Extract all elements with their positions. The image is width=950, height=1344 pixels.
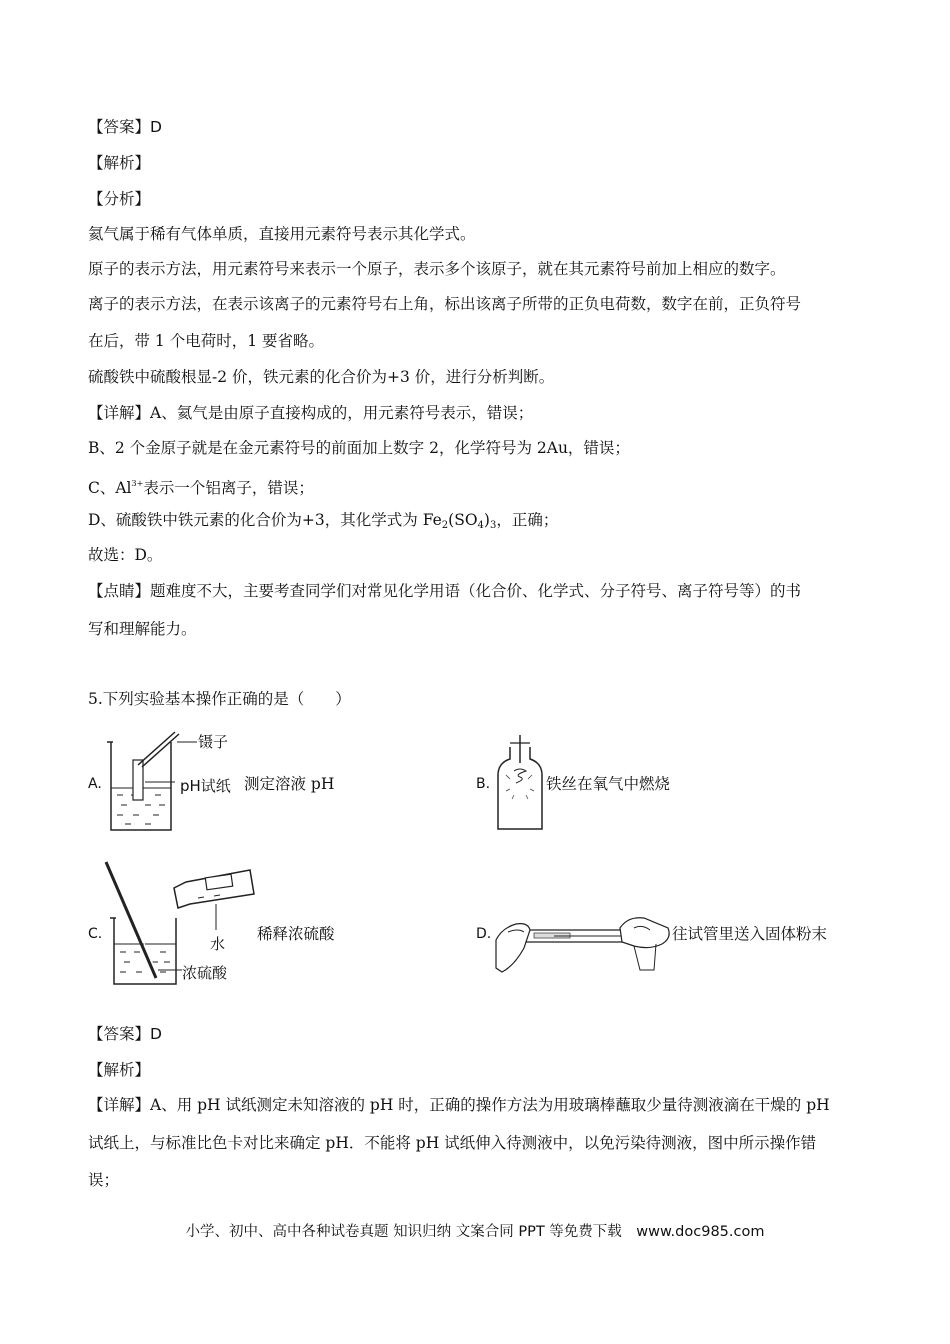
- question-5-stem: 5.下列实验基本操作正确的是（ ）: [88, 690, 351, 708]
- answer-2-value: D: [150, 1025, 162, 1043]
- fenxi-line-1: 氦气属于稀有气体单质，直接用元素符号表示其化学式。: [88, 225, 476, 243]
- option-c-label-acid: 浓硫酸: [182, 964, 228, 982]
- fenxi-line-3: 离子的表示方法，在表示该离子的元素符号右上角，标出该离子所带的正负电荷数，数字在前，正负符号: [88, 295, 802, 313]
- detail-c: C、$Al^{3+}$表示一个铝离子，错误；: [88, 479, 314, 497]
- option-a-caption: 测定溶液 pH: [244, 775, 335, 793]
- fenxi-line-4: 在后，带 1 个电荷时，1 要省略。: [88, 332, 325, 350]
- fenxi-line-5: 硫酸铁中硫酸根显-2 价，铁元素的化合价为+3 价，进行分析判断。: [88, 368, 555, 386]
- analysis-label: 【解析】: [88, 154, 151, 172]
- option-b-caption: 铁丝在氧气中燃烧: [546, 775, 671, 793]
- option-d-caption: 往试管里送入固体粉末: [672, 925, 828, 943]
- detail-2-line-2: 试纸上，与标准比色卡对比来确定 pH．不能将 pH 试纸伸入待测液中，以免污染待测液，图中所示操作错: [88, 1134, 817, 1152]
- answer-2-label: 【答案】: [88, 1025, 151, 1043]
- fenxi-line-2: 原子的表示方法，用元素符号来表示一个原子，表示多个该原子，就在其元素符号前加上相应的数字。: [88, 260, 786, 278]
- option-c-caption: 稀释浓硫酸: [257, 925, 335, 943]
- page-footer: 小学、初中、高中各种试卷真题 知识归纳 文案合同 PPT 等免费下载 www.doc985.com: [185, 1224, 765, 1240]
- dianjing-label: 【点睛】: [88, 582, 151, 600]
- detail-2-line-1: 【详解】A、用 pH 试纸测定未知溶液的 pH 时，正确的操作方法为用玻璃棒蘸取少量待测液滴在干燥的 pH: [88, 1096, 830, 1114]
- answer-value: D: [150, 118, 162, 136]
- dianjing-line-2: 写和理解能力。: [88, 620, 197, 638]
- option-c-letter: C.: [88, 926, 103, 942]
- dianjing-line-1: 【点睛】题难度不大，主要考查同学们对常见化学用语（化合价、化学式、分子符号、离子符号等）的书: [88, 582, 802, 600]
- option-a-label-tweezers: 镊子: [198, 733, 229, 751]
- option-b-letter: B.: [476, 776, 491, 792]
- fenxi-label: 【分析】: [88, 190, 151, 208]
- detail-label: 【详解】: [88, 404, 151, 422]
- option-a-letter: A.: [88, 776, 102, 792]
- detail-b: B、2 个金原子就是在金元素符号的前面加上数字 2，化学符号为 2Au，错误；: [88, 439, 630, 457]
- detail-a: A、氦气是由原子直接构成的，用元素符号表示，错误；: [150, 404, 534, 422]
- answer-line: [88, 117, 162, 137]
- analysis-2-label: 【解析】: [88, 1061, 151, 1079]
- detail-d: D、硫酸铁中铁元素的化合价为+3，其化学式为 $Fe_2(SO_4)_3$，正确；: [88, 511, 559, 531]
- option-c-label-water: 水: [210, 935, 226, 953]
- conclusion: 故选：D。: [88, 546, 163, 564]
- answer-label: 【答案】: [88, 118, 151, 136]
- option-b-figure-gas-bottle: [492, 735, 552, 835]
- detail-2-label: 【详解】: [88, 1096, 151, 1114]
- answer-2-line: [88, 1024, 162, 1044]
- detail-a-line: [88, 403, 533, 423]
- option-a-label-ph-paper: pH试纸: [180, 777, 231, 795]
- detail-2-line-3: 误；: [88, 1171, 120, 1189]
- option-d-figure-test-tube: [494, 908, 674, 978]
- option-d-letter: D.: [476, 926, 492, 942]
